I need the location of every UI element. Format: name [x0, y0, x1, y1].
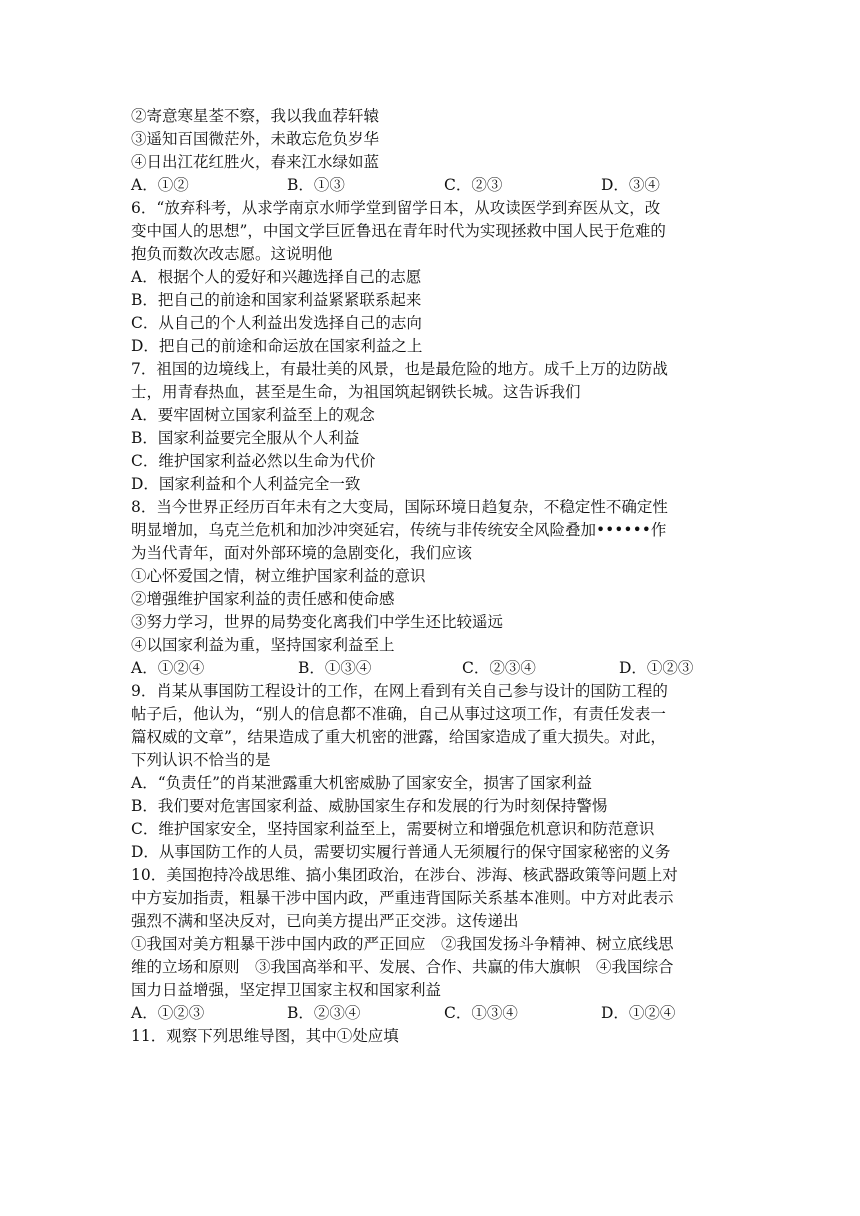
question-7-option-c: C．维护国家利益必然以生命为代价 [131, 452, 376, 470]
question-10-statements: 国力日益增强，坚定捍卫国家主权和国家利益 [131, 981, 442, 999]
choice-b: B．②③④ [287, 1004, 361, 1022]
question-6-option-a: A．根据个人的爱好和兴趣选择自己的志愿 [131, 268, 422, 286]
question-9-stem: 下列认识不恰当的是 [131, 751, 271, 769]
answer-choices-q8 [131, 656, 731, 680]
option-line: ②寄意寒星荃不察，我以我血荐轩辕 [131, 107, 380, 125]
question-10-statements: 维的立场和原则 ③我国高举和平、发展、合作、共赢的伟大旗帜 ④我国综合 [131, 958, 674, 976]
question-7-option-a: A．要牢固树立国家利益至上的观念 [131, 406, 375, 424]
question-6-option-d: D．把自己的前途和命运放在国家利益之上 [131, 337, 423, 355]
question-9-option-a: A．“负责任”的肖某泄露重大机密威胁了国家安全，损害了国家利益 [131, 774, 593, 792]
question-9-stem: 9．肖某从事国防工程设计的工作，在网上看到有关自己参与设计的国防工程的 [131, 682, 668, 700]
choice-d: D．①②③ [619, 659, 694, 677]
question-10-stem: 强烈不满和坚决反对，已向美方提出严正交涉。这传递出 [131, 912, 519, 930]
question-7-option-b: B．国家利益要完全服从个人利益 [131, 429, 360, 447]
question-9-stem: 帖子后，他认为，“别人的信息都不准确，自己从事过这项工作，有责任发表一 [131, 705, 666, 723]
question-6-option-c: C．从自己的个人利益出发选择自己的志向 [131, 314, 422, 332]
choice-a: A．①② [131, 176, 189, 194]
choice-d: D．①②④ [601, 1004, 676, 1022]
question-6-stem: 6．“放弃科考，从求学南京水师学堂到留学日本，从攻读医学到弃医从文，改 [131, 199, 661, 217]
question-8-stem: 为当代青年，面对外部环境的急剧变化，我们应该 [131, 544, 473, 562]
question-8-statement-4: ④以国家利益为重，坚持国家利益至上 [131, 636, 395, 654]
question-7-stem: 7．祖国的边境线上，有最壮美的风景，也是最危险的地方。成千上万的边防战 [131, 360, 668, 378]
question-10-statements: ①我国对美方粗暴干涉中国内政的严正回应 ②我国发扬斗争精神、树立底线思 [131, 935, 674, 953]
question-8-statement-2: ②增强维护国家利益的责任感和使命感 [131, 590, 395, 608]
question-9-option-d: D．从事国防工作的人员，需要切实履行普通人无须履行的保守国家秘密的义务 [131, 843, 671, 861]
question-10-stem: 10．美国抱持冷战思维、搞小集团政治，在涉台、涉海、核武器政策等问题上对 [131, 866, 678, 884]
question-8-stem: 8．当今世界正经历百年未有之大变局，国际环境日趋复杂，不稳定性不确定性 [131, 498, 668, 516]
answer-choices-q5 [131, 173, 731, 197]
question-7-option-d: D．国家利益和个人利益完全一致 [131, 475, 361, 493]
option-line: ④日出江花红胜火，春来江水绿如蓝 [131, 153, 380, 171]
question-8-statement-3: ③努力学习，世界的局势变化离我们中学生还比较遥远 [131, 613, 504, 631]
question-7-stem: 士，用青春热血，甚至是生命，为祖国筑起钢铁长城。这告诉我们 [131, 383, 581, 401]
question-8-stem: 明显增加，乌克兰危机和加沙冲突延宕，传统与非传统安全风险叠加••••••作 [131, 521, 667, 539]
choice-c: C．②③④ [462, 659, 536, 677]
question-6-option-b: B．把自己的前途和国家利益紧紧联系起来 [131, 291, 422, 309]
question-9-stem: 篇权威的文章”，结果造成了重大机密的泄露，给国家造成了重大损失。对此， [131, 728, 666, 746]
choice-b: B．①③④ [298, 659, 372, 677]
question-6-stem: 变中国人的思想”，中国文学巨匠鲁迅在青年时代为实现拯救中国人民于危难的 [131, 222, 666, 240]
choice-b: B．①③ [287, 176, 345, 194]
question-9-option-b: B．我们要对危害国家利益、威胁国家生存和发展的行为时刻保持警惕 [131, 797, 608, 815]
answer-choices-q10 [131, 1001, 731, 1025]
choice-c: C．②③ [444, 176, 503, 194]
choice-a: A．①②③ [131, 1004, 205, 1022]
question-8-statement-1: ①心怀爱国之情，树立维护国家利益的意识 [131, 567, 426, 585]
choice-c: C．①③④ [444, 1004, 518, 1022]
choice-a: A．①②④ [131, 659, 205, 677]
question-6-stem: 抱负而数次改志愿。这说明他 [131, 245, 333, 263]
question-9-option-c: C．维护国家安全，坚持国家利益至上，需要树立和增强危机意识和防范意识 [131, 820, 655, 838]
question-11-stem: 11．观察下列思维导图，其中①处应填 [131, 1027, 399, 1045]
option-line: ③遥知百国微茫外，未敢忘危负岁华 [131, 130, 380, 148]
choice-d: D．③④ [601, 176, 660, 194]
question-10-stem: 中方妄加指责，粗暴干涉中国内政，严重违背国际关系基本准则。中方对此表示 [131, 889, 674, 907]
